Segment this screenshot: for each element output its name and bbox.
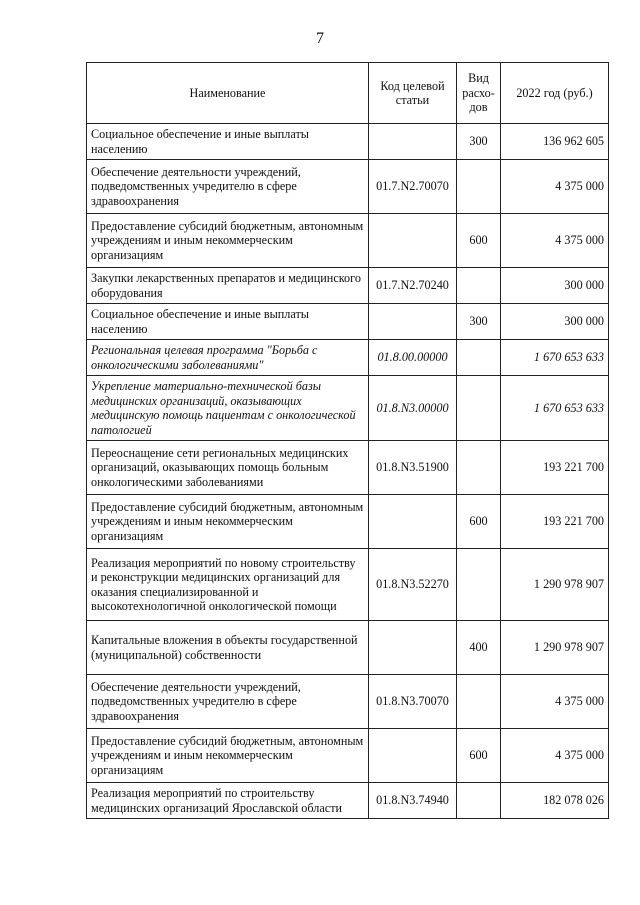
cell-target-code: 01.8.N3.70070 (369, 675, 457, 729)
cell-expense-type (457, 376, 501, 441)
table-body (87, 124, 609, 819)
header-sum-2022: 2022 год (руб.) (501, 63, 609, 124)
table-row (87, 214, 609, 268)
cell-name: Закупки лекарственных препаратов и медицинского оборудования (87, 268, 369, 304)
cell-sum-2022: 4 375 000 (501, 729, 609, 783)
table-row (87, 495, 609, 549)
cell-name: Реализация мероприятий по строительству медицинских организаций Ярославской области (87, 783, 369, 819)
cell-sum-2022: 300 000 (501, 304, 609, 340)
table-row (87, 268, 609, 304)
cell-expense-type (457, 340, 501, 376)
cell-sum-2022: 193 221 700 (501, 495, 609, 549)
cell-name: Укрепление материально-технической базы медицинских организаций, оказывающих медицинскую помощь пациентам с онкологической патологией (87, 376, 369, 441)
table-row (87, 621, 609, 675)
cell-sum-2022: 4 375 000 (501, 160, 609, 214)
cell-target-code (369, 124, 457, 160)
cell-name: Капитальные вложения в объекты государственной (муниципальной) собственности (87, 621, 369, 675)
cell-name: Социальное обеспечение и иные выплаты населению (87, 304, 369, 340)
table-row (87, 675, 609, 729)
cell-expense-type: 600 (457, 729, 501, 783)
cell-name: Региональная целевая программа "Борьба с онкологическими заболеваниями" (87, 340, 369, 376)
cell-sum-2022: 1 290 978 907 (501, 549, 609, 621)
cell-target-code (369, 621, 457, 675)
cell-target-code (369, 304, 457, 340)
cell-target-code: 01.7.N2.70240 (369, 268, 457, 304)
table-row (87, 783, 609, 819)
cell-expense-type (457, 441, 501, 495)
cell-sum-2022: 182 078 026 (501, 783, 609, 819)
cell-target-code: 01.8.N3.52270 (369, 549, 457, 621)
table-header-row (87, 63, 609, 124)
table-row (87, 304, 609, 340)
page-number: 7 (316, 30, 324, 47)
cell-name: Обеспечение деятельности учреждений, подведомственных учредителю в сфере здравоохранения (87, 160, 369, 214)
cell-sum-2022: 300 000 (501, 268, 609, 304)
cell-sum-2022: 136 962 605 (501, 124, 609, 160)
table-row (87, 124, 609, 160)
cell-target-code (369, 495, 457, 549)
cell-expense-type (457, 675, 501, 729)
table-row (87, 376, 609, 441)
cell-target-code: 01.8.N3.00000 (369, 376, 457, 441)
cell-name: Переоснащение сети региональных медицинских организаций, оказывающих помощь больным онкологическими заболеваниями (87, 441, 369, 495)
cell-expense-type (457, 268, 501, 304)
cell-expense-type (457, 549, 501, 621)
cell-name: Предоставление субсидий бюджетным, автономным учреждениям и иным некоммерческим организациям (87, 729, 369, 783)
cell-expense-type: 300 (457, 124, 501, 160)
cell-target-code (369, 729, 457, 783)
cell-target-code (369, 214, 457, 268)
cell-expense-type: 600 (457, 214, 501, 268)
cell-name: Предоставление субсидий бюджетным, автономным учреждениям и иным некоммерческим организациям (87, 495, 369, 549)
budget-table (86, 62, 609, 819)
table-row (87, 441, 609, 495)
cell-expense-type (457, 783, 501, 819)
cell-sum-2022: 1 670 653 633 (501, 376, 609, 441)
cell-name: Предоставление субсидий бюджетным, автономным учреждениям и иным некоммерческим организациям (87, 214, 369, 268)
header-name: Наименование (87, 63, 369, 124)
cell-name: Обеспечение деятельности учреждений, подведомственных учредителю в сфере здравоохранения (87, 675, 369, 729)
cell-sum-2022: 193 221 700 (501, 441, 609, 495)
table-row (87, 340, 609, 376)
cell-expense-type: 400 (457, 621, 501, 675)
table-row (87, 549, 609, 621)
header-expense-type: Вид расхо-дов (457, 63, 501, 124)
table-row (87, 160, 609, 214)
header-code: Код целевой статьи (369, 63, 457, 124)
cell-name: Реализация мероприятий по новому строительству и реконструкции медицинских организаций для оказания специализированной и высокотехнологичной онкологической помощи (87, 549, 369, 621)
cell-target-code: 01.8.00.00000 (369, 340, 457, 376)
cell-target-code: 01.7.N2.70070 (369, 160, 457, 214)
cell-sum-2022: 4 375 000 (501, 214, 609, 268)
cell-sum-2022: 1 670 653 633 (501, 340, 609, 376)
cell-name: Социальное обеспечение и иные выплаты населению (87, 124, 369, 160)
cell-target-code: 01.8.N3.51900 (369, 441, 457, 495)
cell-sum-2022: 4 375 000 (501, 675, 609, 729)
cell-sum-2022: 1 290 978 907 (501, 621, 609, 675)
cell-expense-type: 300 (457, 304, 501, 340)
cell-expense-type: 600 (457, 495, 501, 549)
cell-expense-type (457, 160, 501, 214)
cell-target-code: 01.8.N3.74940 (369, 783, 457, 819)
table-row (87, 729, 609, 783)
